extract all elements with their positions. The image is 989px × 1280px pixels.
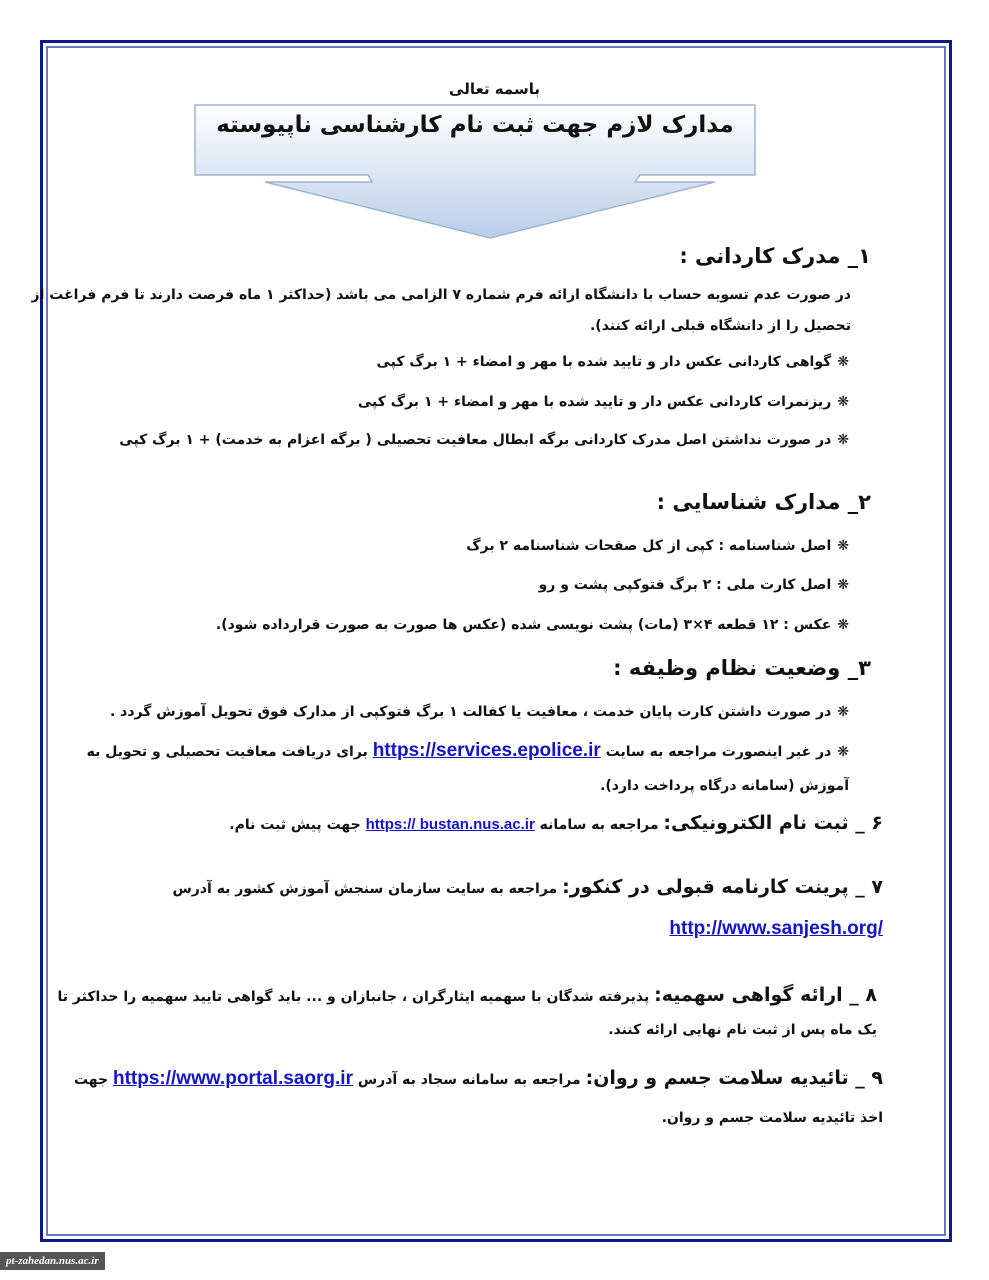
list-item [358,394,849,410]
section-8 [58,984,877,1006]
sanjesh-link[interactable]: http://www.sanjesh.org/ [669,918,883,939]
bullet-icon: ❋ [837,617,849,633]
bullet-icon: ❋ [837,394,849,410]
text: مراجعه به سامانه سجاد به آدرس [357,1072,581,1088]
page-title: مدارک لازم جهت ثبت نام کارشناسی ناپیوسته [216,112,734,138]
list-item-text: ریزنمرات کاردانی عکس دار و تایید شده با مهر و امضاء + ۱ برگ کپی [357,394,832,410]
text: جهت پیش ثبت نام. [229,817,361,833]
bullet-icon: ❋ [837,354,849,370]
section-2-heading: ۲_ مدارک شناسایی : [656,490,871,514]
section-8-cont: یک ماه پس از ثبت نام نهایی ارائه کنند. [608,1022,877,1038]
list-item-text: در صورت نداشتن اصل مدرک کاردانی برگه ابطال معافیت تحصیلی ( برگه اعزام به خدمت) + ۱ برگ کپی [119,432,832,448]
text: مراجعه به سامانه [539,817,659,833]
section-9-heading: ۹ _ تائیدیه سلامت جسم و روان: [585,1067,883,1089]
section-9-cont: اخذ تائیدیه سلامت جسم و روان. [661,1110,883,1126]
text: پذیرفته شدگان با سهمیه ایثارگران ، جانبازان و ... باید گواهی تایید سهمیه را حداکثر تا [57,989,650,1005]
section-6-heading: ۶ _ ثبت نام الکترونیکی: [663,812,883,834]
bullet-icon: ❋ [837,704,849,720]
list-item [466,538,849,554]
section-1-heading: ۱_ مدرک کاردانی : [679,244,871,268]
text: مراجعه به سایت سازمان سنجش آموزش کشور به آدرس [172,881,558,897]
text: در غیر اینصورت مراجعه به سایت [605,744,832,760]
list-item-text: در صورت داشتن کارت پایان خدمت ، معافیت یا کفالت ۱ برگ فتوکپی از مدارک فوق تحویل آموزش گردد . [109,704,832,720]
section-7 [172,876,883,898]
basmala: باسمه تعالی [449,80,540,98]
section-9 [74,1067,883,1090]
list-item-text: اصل شناسنامه : کپی از کل صفحات شناسنامه ۲ برگ [466,538,832,554]
bullet-icon: ❋ [837,432,849,448]
section-1-intro-cont: تحصیل را از دانشگاه قبلی ارائه کنند). [589,318,851,334]
list-item [110,704,849,720]
bullet-icon: ❋ [837,577,849,593]
bullet-icon: ❋ [837,744,849,760]
bustan-link[interactable]: https:// bustan.nus.ac.ir [365,816,535,833]
section-7-heading: ۷ _ پرینت کارنامه قبولی در کنکور: [562,876,883,898]
list-item [87,740,849,762]
list-item [119,432,849,448]
section-7-link-line [669,918,883,940]
saorg-link[interactable]: https://www.portal.saorg.ir [112,1068,353,1089]
section-8-heading: ۸ _ ارائه گواهی سهمیه: [654,984,877,1006]
list-item [377,354,849,370]
section-3-heading: ۳_ وضعیت نظام وظیفه : [613,656,871,680]
list-item [216,617,849,633]
list-item [539,577,849,593]
bullet-icon: ❋ [837,538,849,554]
list-item-text: گواهی کاردانی عکس دار و تایید شده با مهر و امضاء + ۱ برگ کپی [376,354,832,370]
list-item-text: عکس : ۱۲ قطعه ۴×۳ (مات) پشت نویسی شده (عکس ها صورت به صورت قرارداده شود). [215,617,832,633]
section-6 [229,812,883,834]
section-3-item-cont: آموزش (سامانه درگاه پرداخت دارد). [600,778,849,794]
list-item-text: اصل کارت ملی : ۲ برگ فتوکپی پشت و رو [538,577,832,593]
section-1-intro: در صورت عدم تسویه حساب با دانشگاه ارائه فرم شماره ۷ الزامی می باشد (حداکثر ۱ ماه فرصت دارند تا فرم فراغت از [31,287,851,303]
text: جهت [73,1072,109,1088]
epolice-link[interactable]: https://services.epolice.ir [372,740,601,761]
text: برای دریافت معافیت تحصیلی و تحویل به [86,744,368,760]
watermark: pt-zahedan.nus.ac.ir [0,1252,105,1270]
